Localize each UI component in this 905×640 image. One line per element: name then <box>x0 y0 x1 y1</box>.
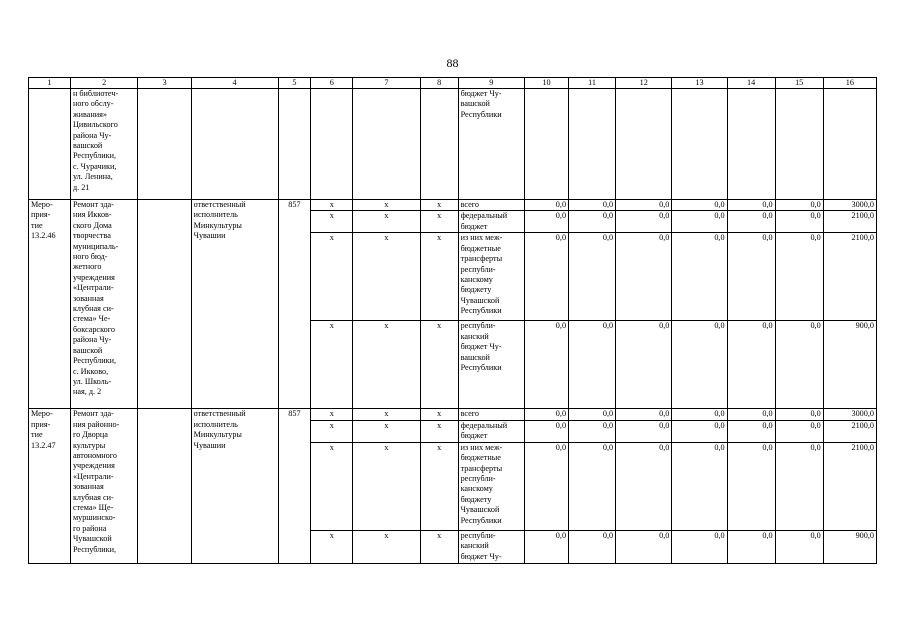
value-cell: 0,0 <box>525 200 569 211</box>
measure-grbs: 857 <box>278 200 311 409</box>
value-cell: 0,0 <box>569 530 616 563</box>
value-cell: 0,0 <box>569 442 616 530</box>
value-cell: 0,0 <box>775 409 823 420</box>
value-cell: 0,0 <box>672 409 727 420</box>
value-cell: 0,0 <box>616 211 672 233</box>
empty-cell <box>138 89 191 200</box>
cell-x: x <box>420 321 458 409</box>
value-cell: 2100,0 <box>823 442 876 530</box>
cell-x: x <box>311 409 353 420</box>
column-number-row <box>29 78 877 89</box>
value-cell: 0,0 <box>525 321 569 409</box>
value-cell: 2100,0 <box>823 233 876 321</box>
value-cell: 900,0 <box>823 530 876 563</box>
cell-x: x <box>311 200 353 211</box>
cell-x: x <box>420 442 458 530</box>
executor-cell <box>191 89 278 200</box>
cell-x: x <box>353 321 421 409</box>
value-cell: 0,0 <box>727 530 775 563</box>
cell-x: x <box>311 321 353 409</box>
funding-source: всего <box>458 200 524 211</box>
value-cell: 0,0 <box>727 442 775 530</box>
page-number: 88 <box>446 56 459 70</box>
value-cell: 0,0 <box>616 530 672 563</box>
cell-x: x <box>420 233 458 321</box>
cell-x: x <box>420 530 458 563</box>
value-cell: 0,0 <box>727 200 775 211</box>
column-header: 4 <box>191 78 278 89</box>
value-cell: 0,0 <box>616 409 672 420</box>
value-cell: 0,0 <box>569 321 616 409</box>
funding-source: из них меж- бюджетные трансферты республи- канскому бюджету Чувашской Республики <box>458 442 524 530</box>
value-cell: 0,0 <box>672 211 727 233</box>
measure-grbs: 857 <box>278 409 311 563</box>
column-header: 9 <box>458 78 524 89</box>
value-cell: 0,0 <box>616 200 672 211</box>
empty-cell <box>420 89 458 200</box>
value-cell: 0,0 <box>672 530 727 563</box>
measure-executor: ответственный исполнитель Минкультуры Чувашии <box>191 200 278 409</box>
measure-description: Ремонт зда- ния районно- го Дворца культуры автономного учреждения «Централи- зованная клубная си- стема» Ще- муршинско- го района Чувашской Республики, <box>70 409 138 563</box>
value-cell: 900,0 <box>823 321 876 409</box>
funding-source: республи- канский бюджет Чу- вашской Республики <box>458 321 524 409</box>
column-header: 8 <box>420 78 458 89</box>
column-header: 3 <box>138 78 191 89</box>
value-cell: 0,0 <box>672 420 727 442</box>
empty-cell <box>138 200 191 409</box>
value-cell: 0,0 <box>525 409 569 420</box>
cell-x: x <box>353 530 421 563</box>
column-header: 12 <box>616 78 672 89</box>
funding-source: федеральный бюджет <box>458 420 524 442</box>
measure-code: Меро- прия- тие 13.2.47 <box>29 409 71 563</box>
value-cell <box>525 89 569 200</box>
value-cell <box>672 89 727 200</box>
grbs-cell <box>278 89 311 200</box>
value-cell: 0,0 <box>775 442 823 530</box>
cell-x: x <box>311 420 353 442</box>
empty-cell <box>138 409 191 563</box>
empty-cell <box>353 89 421 200</box>
value-cell: 0,0 <box>727 211 775 233</box>
column-header: 14 <box>727 78 775 89</box>
column-header: 13 <box>672 78 727 89</box>
value-cell: 0,0 <box>525 211 569 233</box>
value-cell: 0,0 <box>525 233 569 321</box>
value-cell <box>616 89 672 200</box>
measure-code: Меро- прия- тие 13.2.46 <box>29 200 71 409</box>
value-cell: 0,0 <box>525 442 569 530</box>
value-cell: 0,0 <box>672 442 727 530</box>
funding-source: всего <box>458 409 524 420</box>
value-cell: 0,0 <box>672 200 727 211</box>
column-header: 15 <box>775 78 823 89</box>
column-header: 11 <box>569 78 616 89</box>
funding-source: из них меж- бюджетные трансферты республи- канскому бюджету Чувашской Республики <box>458 233 524 321</box>
cell-x: x <box>311 233 353 321</box>
value-cell: 2100,0 <box>823 420 876 442</box>
value-cell: 0,0 <box>727 420 775 442</box>
code-cell <box>29 89 71 200</box>
value-cell: 0,0 <box>616 420 672 442</box>
funding-source: республи- канский бюджет Чу- <box>458 530 524 563</box>
value-cell: 0,0 <box>525 420 569 442</box>
column-header: 1 <box>29 78 71 89</box>
column-header: 5 <box>278 78 311 89</box>
measure-description: Ремонт зда- ния Икков- ского Дома творчества муниципаль- ного бюд- жетного учреждения «Централи- зованная клубная си- стема» Че- боксарского района Чу- вашской Республики, с. Икково, ул. Школь- ная, д. 2 <box>70 200 138 409</box>
value-cell: 0,0 <box>775 233 823 321</box>
value-cell: 0,0 <box>727 321 775 409</box>
value-cell <box>569 89 616 200</box>
column-header: 6 <box>311 78 353 89</box>
column-header: 10 <box>525 78 569 89</box>
cell-x: x <box>353 442 421 530</box>
value-cell: 0,0 <box>569 420 616 442</box>
measure-executor: ответственный исполнитель Минкультуры Чувашии <box>191 409 278 563</box>
value-cell: 0,0 <box>616 233 672 321</box>
column-header: 2 <box>70 78 138 89</box>
cell-x: x <box>353 420 421 442</box>
value-cell: 0,0 <box>775 321 823 409</box>
cell-x: x <box>420 211 458 233</box>
budget-table <box>28 77 877 564</box>
value-cell <box>727 89 775 200</box>
column-header: 16 <box>823 78 876 89</box>
cell-x: x <box>311 530 353 563</box>
value-cell: 0,0 <box>727 409 775 420</box>
cell-x: x <box>353 200 421 211</box>
cell-x: x <box>353 211 421 233</box>
value-cell <box>775 89 823 200</box>
value-cell: 0,0 <box>616 321 672 409</box>
value-cell: 0,0 <box>775 420 823 442</box>
measure-row-total <box>29 200 877 211</box>
value-cell: 3000,0 <box>823 200 876 211</box>
description-cell: н библиотеч- ного обслу- живания» Цивильского района Чу- вашской Республики, с. Чурачики, ул. Ленина, д. 21 <box>70 89 138 200</box>
value-cell: 0,0 <box>775 530 823 563</box>
value-cell: 0,0 <box>569 233 616 321</box>
measure-row-total <box>29 409 877 420</box>
value-cell <box>823 89 876 200</box>
value-cell: 0,0 <box>672 321 727 409</box>
value-cell: 0,0 <box>616 442 672 530</box>
value-cell: 0,0 <box>775 211 823 233</box>
cell-x: x <box>420 409 458 420</box>
value-cell: 0,0 <box>569 409 616 420</box>
value-cell: 0,0 <box>569 200 616 211</box>
value-cell: 0,0 <box>727 233 775 321</box>
cell-x: x <box>353 409 421 420</box>
value-cell: 0,0 <box>775 200 823 211</box>
cell-x: x <box>420 200 458 211</box>
cell-x: x <box>311 442 353 530</box>
empty-cell <box>311 89 353 200</box>
value-cell: 0,0 <box>672 233 727 321</box>
value-cell: 0,0 <box>569 211 616 233</box>
cell-x: x <box>311 211 353 233</box>
value-cell: 2100,0 <box>823 211 876 233</box>
column-header: 7 <box>353 78 421 89</box>
value-cell: 0,0 <box>525 530 569 563</box>
continuation-row <box>29 89 877 200</box>
funding-source: федеральный бюджет <box>458 211 524 233</box>
value-cell: 3000,0 <box>823 409 876 420</box>
cell-x: x <box>420 420 458 442</box>
cell-x: x <box>353 233 421 321</box>
source-cell: бюджет Чу- вашской Республики <box>458 89 524 200</box>
